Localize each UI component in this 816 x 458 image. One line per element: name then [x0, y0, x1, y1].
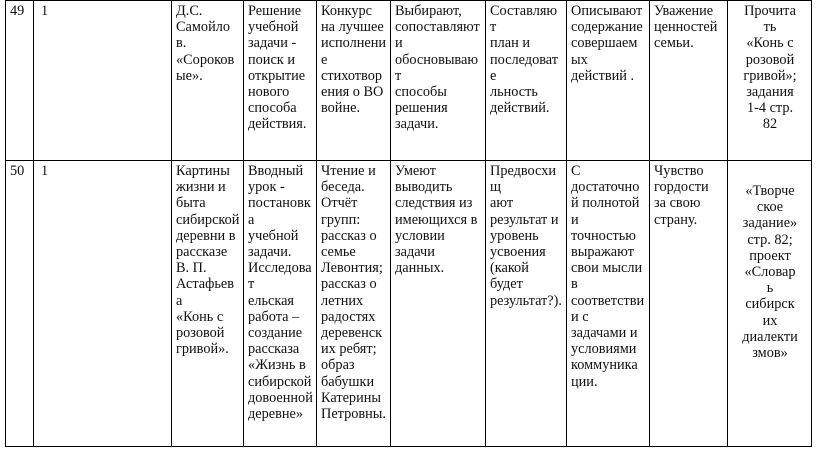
hours-cell: 1 — [34, 1, 172, 161]
regulative-uud-cell: Предвосхищ ают результат и уровень усвоения (какой будет результат?). — [486, 161, 567, 447]
communicative-uud-cell: Описывают содержание совершаем ых действий . — [567, 1, 650, 161]
homework-cell: «Творче ское задание» стр. 82; проект «Словар ь сибирск их диалекти змов» — [728, 161, 812, 447]
lesson-number-cell: 50 — [6, 161, 34, 447]
hours-cell: 1 — [34, 161, 172, 447]
cognitive-uud-cell: Выбирают, сопоставляют и обосновывают способы решения задачи. — [391, 1, 486, 161]
lesson-number-cell: 49 — [6, 1, 34, 161]
topic-cell: Картины жизни и быта сибирской деревни в рассказе В. П. Астафьева «Конь с розовой гривой». — [172, 161, 244, 447]
lesson-type-cell: Вводный урок - постановка учебной задачи. Исследоват ельская работа – создание рассказа «Жизнь в сибирской довоенной деревне» — [244, 161, 317, 447]
lesson-plan-table-container — [5, 0, 811, 446]
lesson-plan-table — [5, 0, 812, 447]
communicative-uud-cell: С достаточно й полнотой и точностью выражают свои мысли в соответстви и с задачами и условиями коммуника ции. — [567, 161, 650, 447]
topic-cell: Д.С. Самойло в. «Сороков ые». — [172, 1, 244, 161]
personal-results-cell: Чувство гордости за свою страну. — [650, 161, 728, 447]
table-row — [6, 161, 812, 447]
homework-cell: Прочита ть «Конь с розовой гривой»; задания 1-4 стр. 82 — [728, 1, 812, 161]
table-row — [6, 1, 812, 161]
lesson-type-cell: Решение учебной задачи - поиск и открытие нового способа действия. — [244, 1, 317, 161]
personal-results-cell: Уважение ценностей семьи. — [650, 1, 728, 161]
activity-cell: Чтение и беседа. Отчёт групп: рассказ о семье Левонтия; рассказ о летних радостях деревенск их ребят; образ бабушки Катерины Петровны. — [317, 161, 391, 447]
cognitive-uud-cell: Умеют выводить следствия из имеющихся в условии задачи данных. — [391, 161, 486, 447]
activity-cell: Конкурс на лучшее исполнени е стихотвор ения о ВО войне. — [317, 1, 391, 161]
regulative-uud-cell: Составляют план и последовате льность действий. — [486, 1, 567, 161]
